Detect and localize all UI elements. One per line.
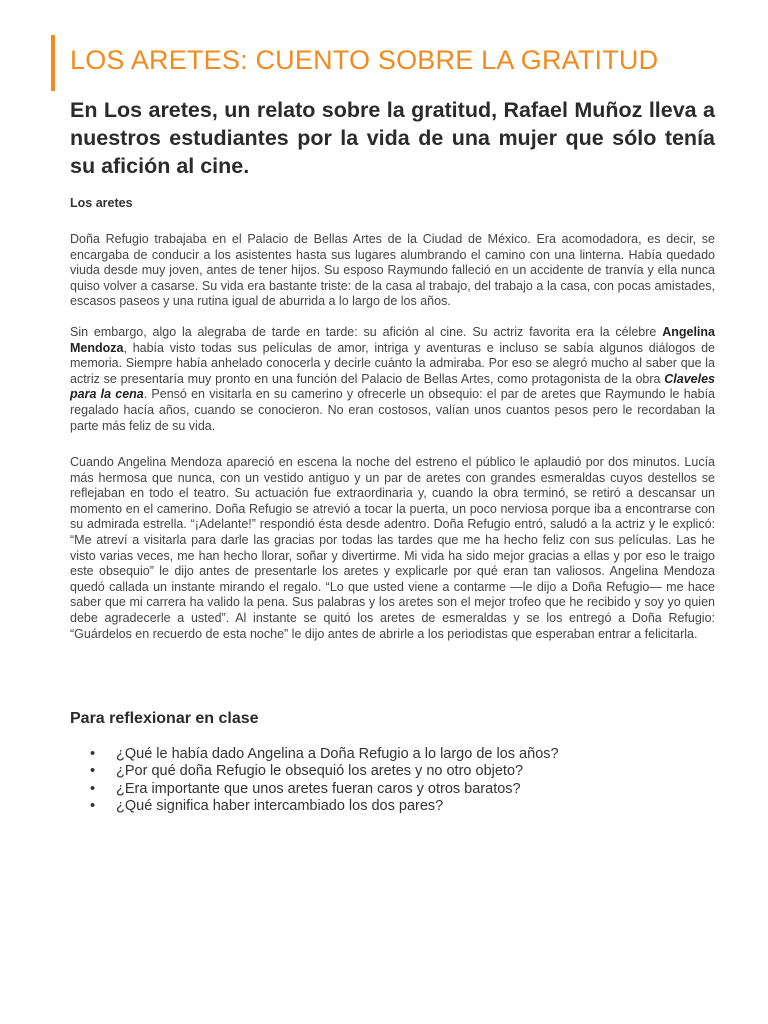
- play-title: Claveles para la cena: [70, 371, 715, 402]
- list-item: [90, 746, 710, 763]
- story-text: , había visto todas sus películas de amor, intriga y aventuras e incluso se sabía algunos diálogos de memoria. Siempre había anhelado conocerla y decirle cuánto la admiraba. Por eso se alegró mucho al saber que la actriz se presentaría muy pronto en una función del Palacio de Bellas Artes, como protagonista de la obra: [70, 340, 715, 386]
- lead-paragraph: En Los aretes, un relato sobre la gratitud, Rafael Muñoz lleva a nuestros estudiantes por la vida de una mujer que sólo tenía su afición al cine.: [70, 98, 715, 178]
- bullet-icon: •: [90, 780, 96, 797]
- bullet-icon: •: [90, 798, 96, 815]
- story-paragraph-2: [70, 325, 715, 434]
- question-text: ¿Era importante que unos aretes fueran caros y otros baratos?: [116, 780, 521, 797]
- question-text: ¿Qué significa haber intercambiado los dos pares?: [116, 798, 444, 815]
- question-text: ¿Por qué doña Refugio le obsequió los aretes y no otro objeto?: [116, 763, 524, 780]
- list-item: [90, 798, 710, 815]
- list-item: [90, 763, 710, 780]
- list-item: [90, 781, 710, 798]
- actress-name: Angelina Mendoza: [70, 325, 715, 355]
- title-accent-bar: [51, 35, 55, 91]
- question-text: ¿Qué le había dado Angelina a Doña Refugio a lo largo de los años?: [116, 746, 559, 762]
- story-paragraph-1: Doña Refugio trabajaba en el Palacio de Bellas Artes de la Ciudad de México. Era acomodadora, es decir, se encargaba de conducir a los asistentes hasta sus lugares alumbrando el camino con una linterna. Había quedado viuda desde muy joven, antes de tener hijos. Su esposo Raymundo falleció en un accidente de tranvía y ella nunca quiso volver a casarse. Su vida era bastante triste: de la casa al trabajo, del trabajo a la casa, con pocas amistades, escasos paseos y una rutina igual de aburrida a lo largo de los años.: [70, 232, 715, 309]
- story-paragraph-3: Cuando Angelina Mendoza apareció en escena la noche del estreno el público le aplaudió por dos minutos. Lucía más hermosa que nunca, con un vestido antiguo y un par de aretes con grandes esmeraldas cuyos destellos se reflejaban en todo el teatro. Su actuación fue extraordinaria y, cuando la obra terminó, se retiró a descansar un momento en el camerino. Doña Refugio se atrevió a tocar la puerta, un poco nerviosa porque iba a encontrarse con su admirada estrella. “¡Adelante!” respondió ésta desde adentro. Doña Refugio entró, saludó a la actriz y le explicó: “Me atreví a visitarla para darle las gracias por todas las tardes que me ha hecho feliz con sus películas. Las he visto varias veces, me han hecho llorar, soñar y divertirme. Mi vida ha sido mejor gracias a ellas y por eso le traigo este obsequio” le dijo antes de presentarle los aretes y explicarle por qué eran tan valiosos. Angelina Mendoza quedó callada un instante mirando el regalo. “Lo que usted viene a contarme —le dijo a Doña Refugio— me hace saber que mi carrera ha valido la pena. Sus palabras y los aretes son el mejor trofeo que he recibido y soy yo quien debe agradecerle a usted”. Al instante se quitó los aretes de esmeraldas y se los entregó a Doña Refugio: “Guárdelos en recuerdo de esta noche” le dijo antes de abrirle a los periodistas que esperaban entrar a felicitarla.: [70, 455, 715, 641]
- story-text: Sin embargo, algo la alegraba de tarde en tarde: su afición al cine. Su actriz favorita era la célebre: [70, 325, 663, 339]
- section-label: Los aretes: [70, 196, 133, 210]
- question-list: [90, 746, 710, 816]
- reflection-heading: Para reflexionar en clase: [70, 710, 259, 727]
- story-text: . Pensó en visitarla en su camerino y ofrecerle un obsequio: el par de aretes que Raymundo le había regalado hacía años, cuando se conocieron. No eran costosos, valían unos cuantos pesos pero le recordaban la parte más feliz de su vida.: [70, 387, 715, 433]
- bullet-icon: •: [90, 746, 96, 762]
- page-title: LOS ARETES: CUENTO SOBRE LA GRATITUD: [70, 45, 659, 75]
- bullet-icon: •: [90, 763, 96, 780]
